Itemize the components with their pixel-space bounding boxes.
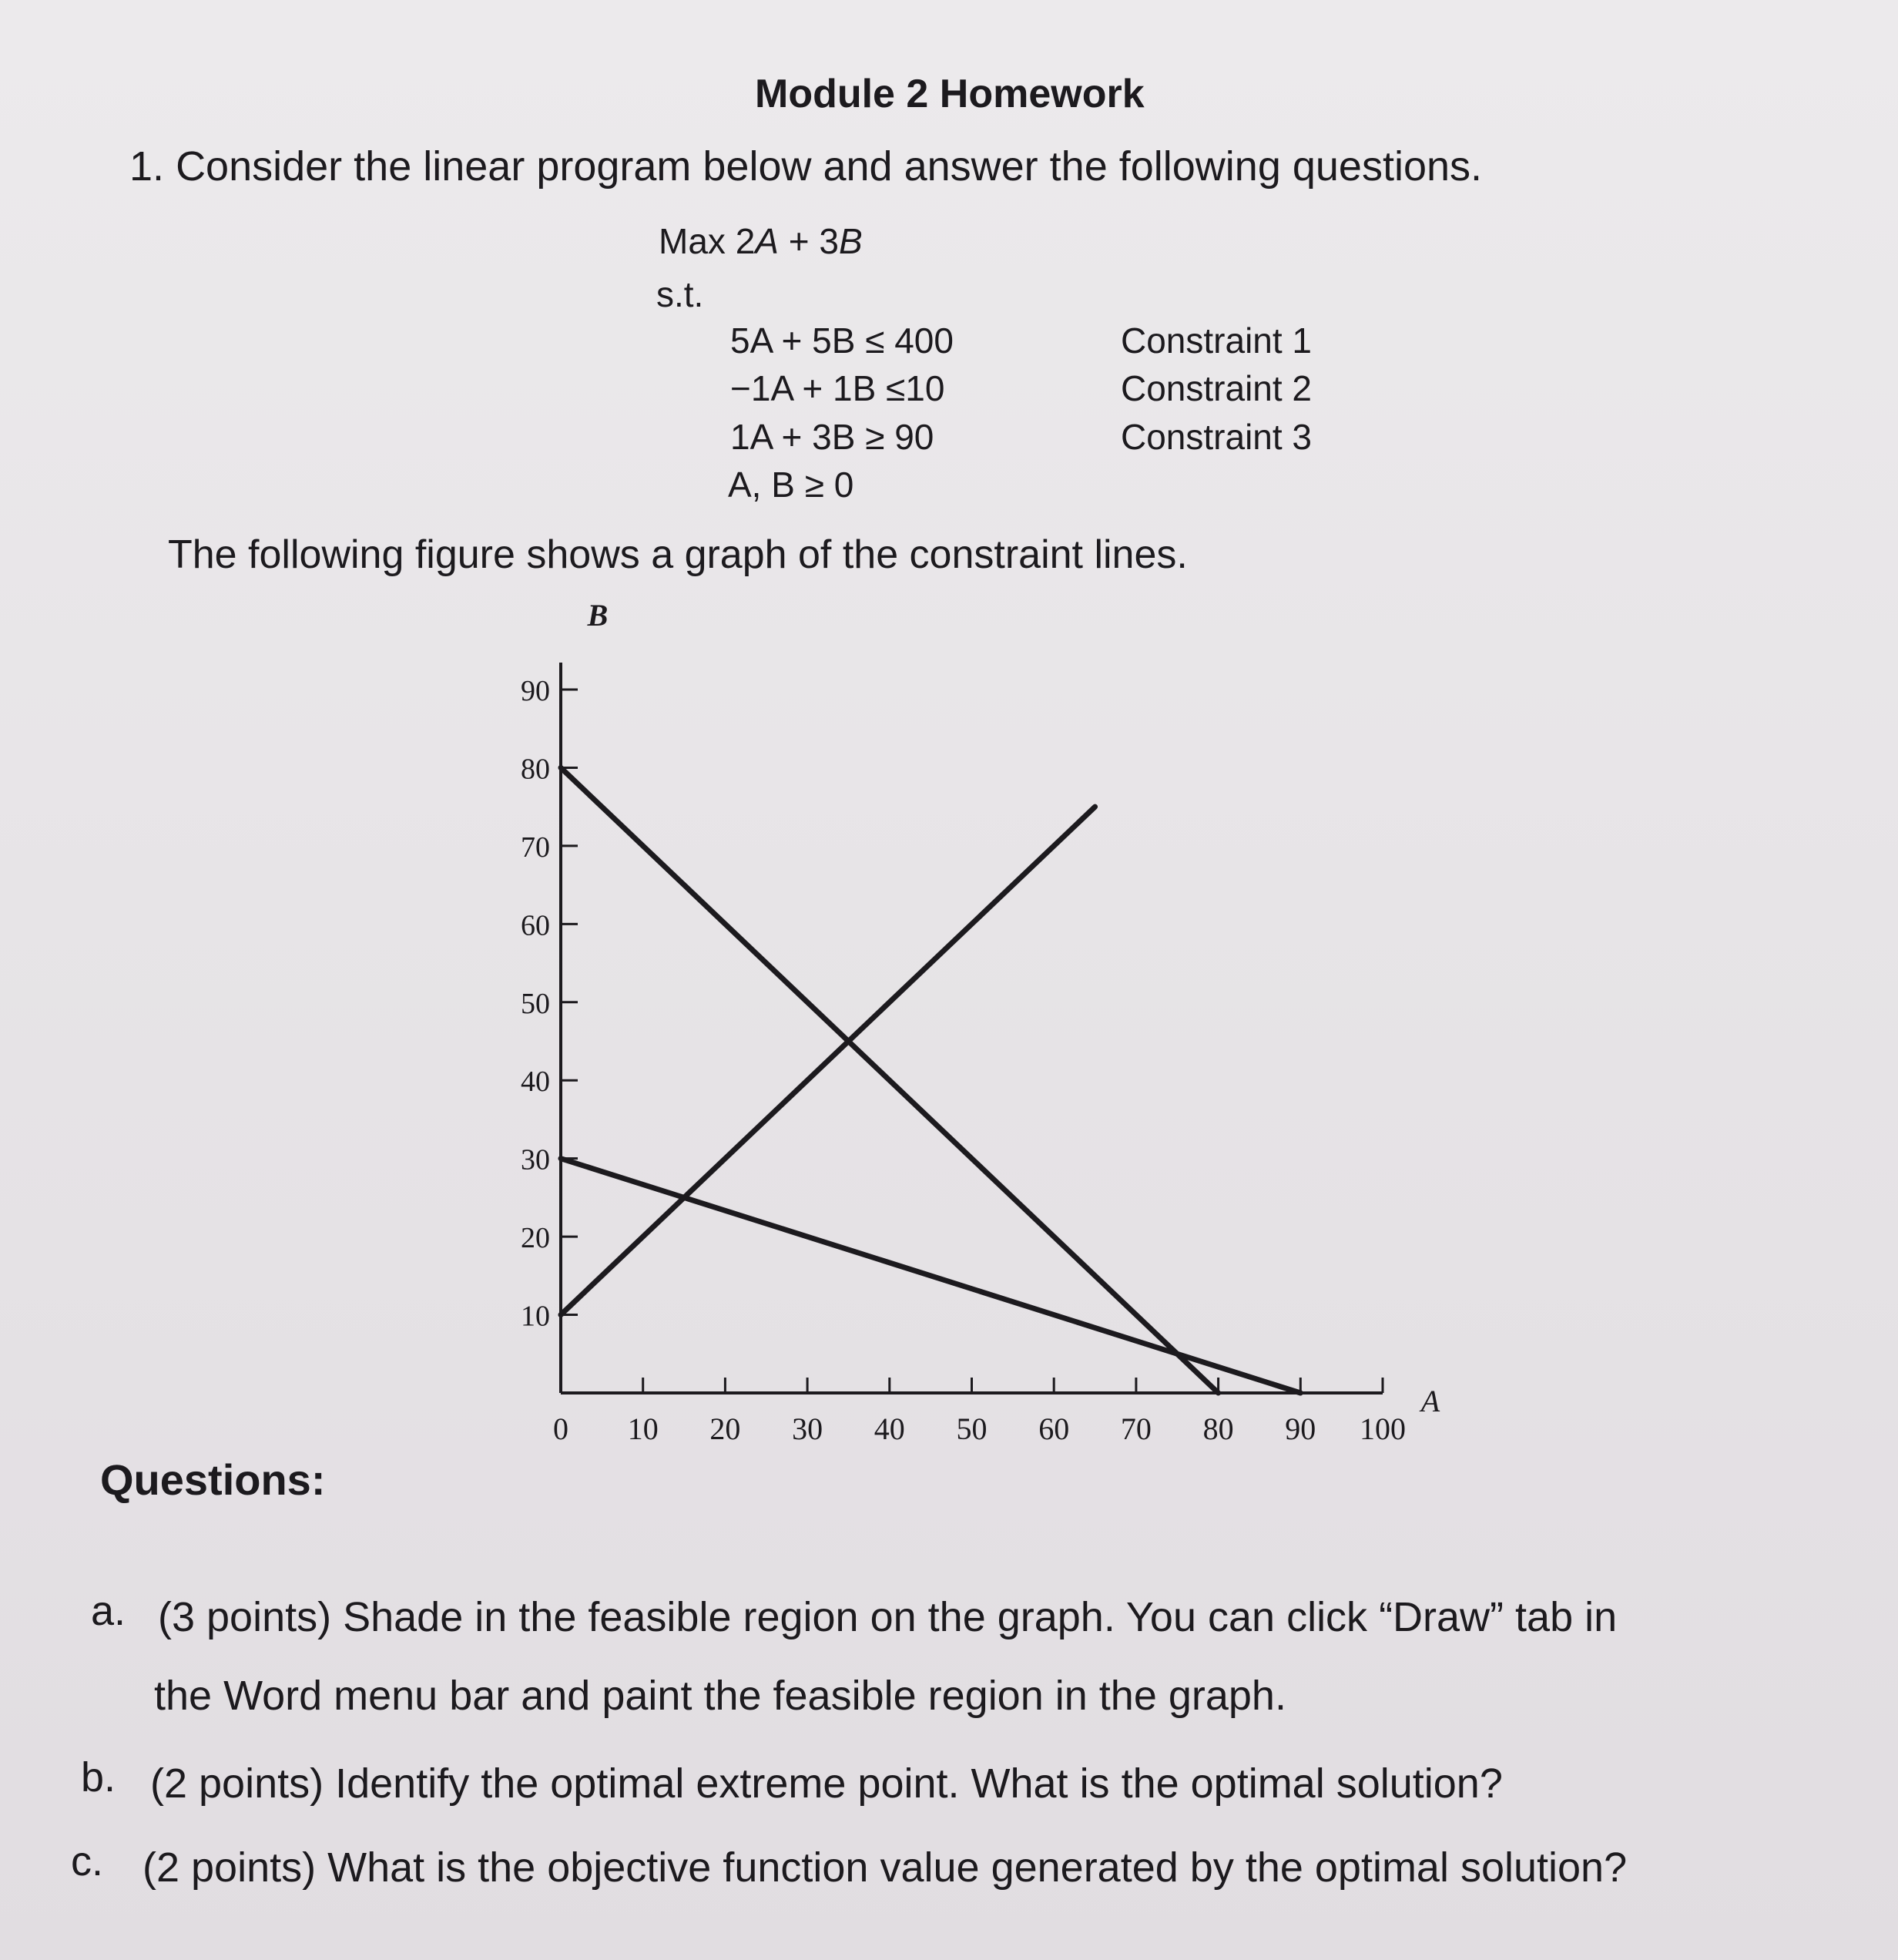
y-tick-label: 90 (521, 675, 550, 707)
constraint-3-label: Constraint 3 (1121, 417, 1313, 457)
constraint-line-2 (561, 807, 1095, 1314)
y-tick-label: 50 (521, 987, 550, 1020)
y-tick-label: 80 (521, 753, 550, 786)
objective-function: Max 2A + 3B (659, 221, 863, 261)
x-tick-label: 10 (627, 1411, 659, 1446)
x-tick-label: 60 (1038, 1411, 1070, 1446)
question-b-letter: b. (81, 1754, 116, 1801)
x-tick-label: 50 (956, 1411, 988, 1446)
x-tick-label: 100 (1360, 1411, 1406, 1446)
y-tick-label: 70 (521, 831, 550, 864)
y-axis-label: B (587, 598, 609, 633)
problem-text: Consider the linear program below and answer the following questions. (176, 143, 1483, 190)
y-tick-label: 20 (521, 1222, 550, 1255)
y-tick-label: 60 (521, 909, 550, 942)
x-tick-label: 70 (1120, 1411, 1152, 1446)
question-c-letter: c. (71, 1838, 104, 1884)
y-tick-label: 10 (521, 1300, 550, 1333)
constraint-line-3 (561, 1159, 1300, 1393)
question-a-letter: a. (91, 1588, 126, 1634)
y-tick-label: 40 (521, 1066, 550, 1099)
x-tick-label: 0 (553, 1411, 568, 1446)
x-tick-label: 90 (1285, 1411, 1316, 1446)
x-tick-label: 40 (874, 1411, 905, 1446)
question-a-line1: (3 points) Shade in the feasible region on the graph. You can click “Draw” tab in (158, 1594, 1618, 1640)
x-axis-label: A (1420, 1384, 1440, 1418)
constraint-1-expr: 5A + 5B ≤ 400 (730, 321, 954, 361)
x-tick-label: 30 (792, 1411, 823, 1446)
question-b-text: (2 points) Identify the optimal extreme point. What is the optimal solution? (150, 1760, 1503, 1807)
y-tick-label: 30 (521, 1143, 550, 1176)
x-tick-label: 80 (1202, 1411, 1234, 1446)
constraint-1-label: Constraint 1 (1121, 321, 1313, 361)
question-a-line2: the Word menu bar and paint the feasible region in the graph. (154, 1673, 1286, 1719)
x-tick-label: 20 (709, 1411, 741, 1446)
nonnegativity: A, B ≥ 0 (728, 465, 854, 505)
subject-to-label: s.t. (656, 274, 704, 314)
question-c-text: (2 points) What is the objective function value generated by the optimal solution? (143, 1844, 1628, 1891)
page-title: Module 2 Homework (755, 72, 1145, 116)
figure-caption: The following figure shows a graph of the constraint lines. (168, 532, 1188, 577)
constraint-2-label: Constraint 2 (1121, 368, 1313, 408)
questions-heading: Questions: (100, 1455, 326, 1504)
constraint-line-1 (561, 767, 1219, 1393)
problem-number: 1. (129, 143, 165, 190)
constraint-3-expr: 1A + 3B ≥ 90 (730, 417, 934, 457)
constraint-2-expr: −1A + 1B ≤10 (730, 368, 945, 408)
